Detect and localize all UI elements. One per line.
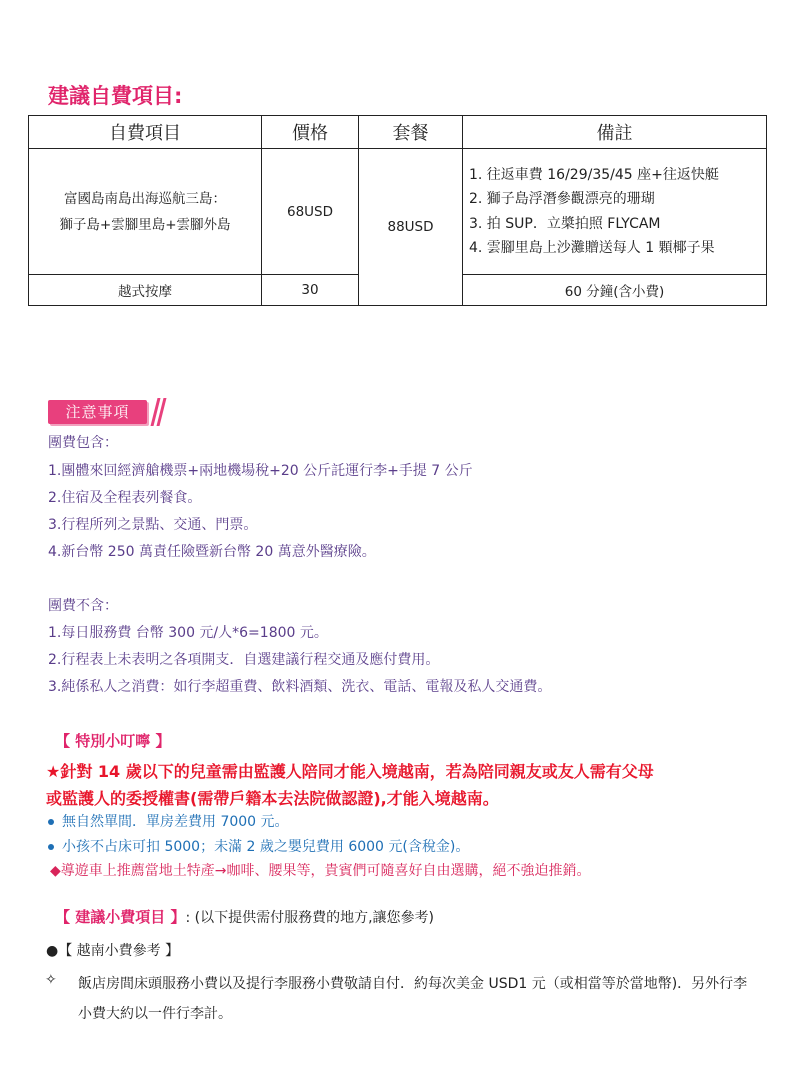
item-cell: 富國島南島出海巡航三島： 獅子島+雲腳里島+雲腳外島 (29, 149, 262, 275)
notes-cell (463, 149, 767, 275)
section-heading: 建議自費項目: (48, 84, 183, 108)
optional-fee-table (28, 115, 767, 306)
list-item: 4.新台幣 250 萬責任險暨新台幣 20 萬意外醫療險。 (48, 544, 376, 560)
header-package: 套餐 (359, 116, 463, 149)
notes-cell: 60 分鐘(含小費) (463, 275, 767, 306)
header-price: 價格 (262, 116, 359, 149)
list-item: 2.住宿及全程表列餐食。 (48, 490, 202, 506)
list-item: 1.每日服務費 台幣 300 元/人*6=1800 元。 (48, 625, 328, 641)
bullet-icon (48, 819, 54, 825)
include-title: 團費包含： (48, 435, 118, 451)
note-line: 2. 獅子島浮潛參觀漂亮的珊瑚 (469, 191, 655, 207)
list-item: 1.團體來回經濟艙機票+兩地機場稅+20 公斤託運行李+手提 7 公斤 (48, 463, 473, 479)
note-line: 1. 往返車費 16/29/35/45 座+往返快艇 (469, 166, 719, 183)
header-notes: 備註 (463, 116, 767, 149)
price-cell: 30 (262, 275, 359, 306)
list-item: 3.純係私人之消費：如行李超重費、飲料酒類、洗衣、電話、電報及私人交通費。 (48, 679, 552, 695)
shopping-note: ◆導遊車上推薦當地土特產→咖啡、腰果等，貴賓們可隨喜好自由選購，絕不強迫推銷。 (50, 863, 591, 879)
notice-badge: 注意事項 (48, 400, 147, 424)
item-cell: 越式按摩 (29, 275, 262, 306)
tip-paragraph: 飯店房間床頭服務小費以及提行李服務小費敬請自付．約每次美金 USD1 元（或相當等於當地幣)．另外行李小費大約以一件行李計。 (78, 976, 748, 1022)
exclude-title: 團費不含： (48, 598, 118, 614)
list-item: 2.行程表上未表明之各項開支．自選建議行程交通及應付費用。 (48, 652, 440, 668)
tipping-heading: 【 建議小費項目 】: (以下提供需付服務費的地方,讓您參考) (55, 908, 434, 926)
package-cell: 88USD (359, 149, 463, 306)
note-line: 4. 雲腳里島上沙灘贈送每人 1 顆椰子果 (469, 240, 715, 256)
warning-line: 或監護人的委授權書(需帶戶籍本去法院做認證),才能入境越南。 (46, 789, 499, 808)
price-cell: 68USD (262, 149, 359, 275)
list-item: 小孩不占床可扣 5000；未滿 2 歲之嬰兒費用 6000 元(含稅金)。 (48, 836, 469, 856)
vietnam-tip-title: ●【 越南小費參考 】 (46, 943, 180, 959)
table-row (29, 149, 767, 275)
header-item: 自費項目 (29, 116, 262, 149)
sparkle-icon: ✧ (45, 972, 57, 988)
list-item: 無自然單間．單房差費用 7000 元。 (48, 811, 289, 831)
bullet-icon (48, 844, 54, 850)
list-item: 3.行程所列之景點、交通、門票。 (48, 517, 258, 533)
tips-title: 【 特別小叮嚀 】 (55, 732, 171, 750)
note-line: 3. 拍 SUP．立槳拍照 FLYCAM (469, 215, 661, 232)
warning-line: ★針對 14 歲以下的兒童需由監護人陪同才能入境越南，若為陪同親友或友人需有父母 (46, 762, 654, 781)
